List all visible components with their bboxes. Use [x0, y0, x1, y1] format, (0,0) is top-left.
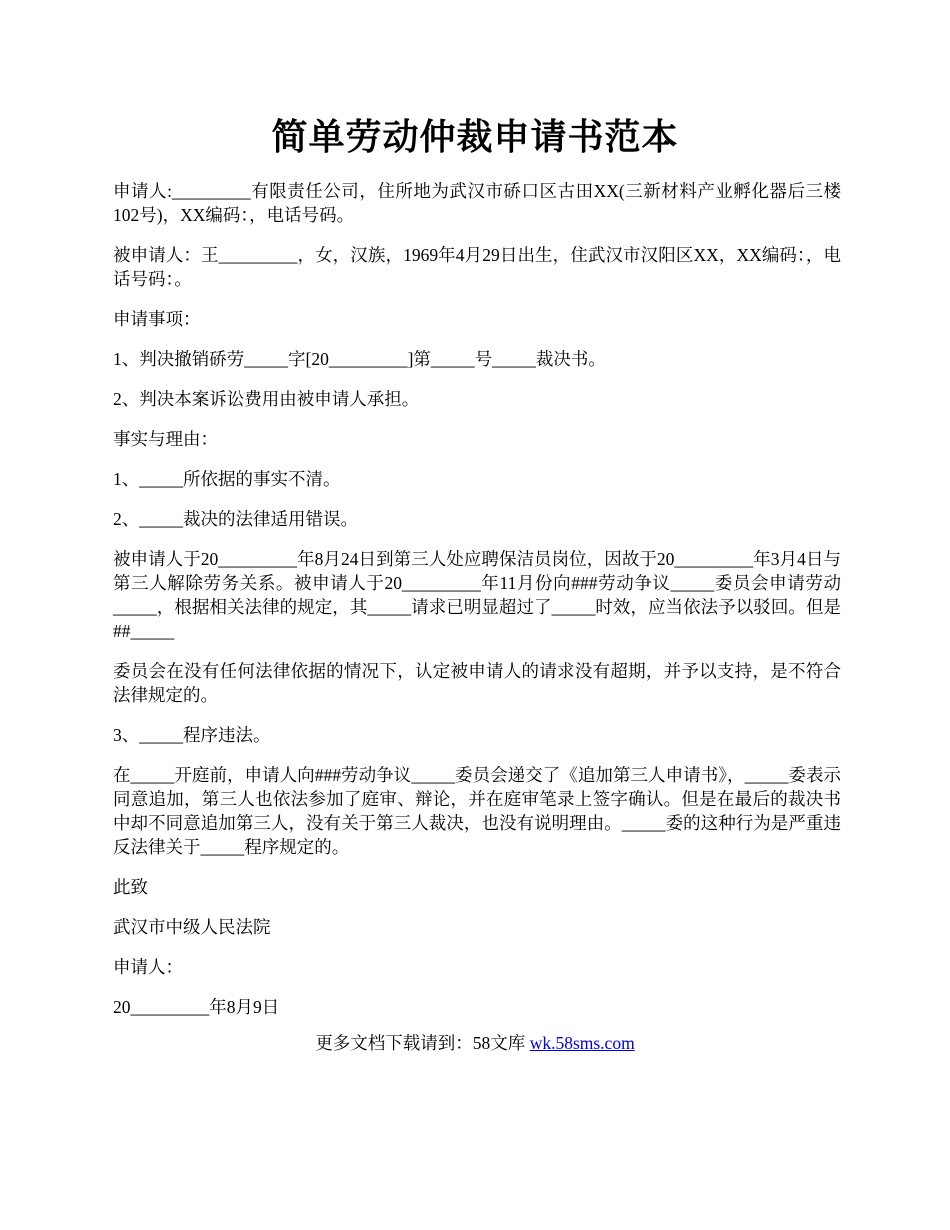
reason-1: 1、_____所依据的事实不清。	[113, 469, 341, 489]
request-item-2: 2、判决本案诉讼费用由被申请人承担。	[113, 389, 420, 409]
footer	[0, 1031, 950, 1055]
facts-reasons-heading: 事实与理由：	[113, 429, 218, 449]
footer-link[interactable]: wk.58sms.com	[529, 1033, 635, 1053]
reason-3: 3、_____程序违法。	[113, 725, 271, 745]
document-body	[113, 179, 841, 1035]
signature-date: 20_________年8月9日	[113, 997, 280, 1017]
applicant-paragraph: 申请人:_________有限责任公司，住所地为武汉市硚口区古田XX(三新材料产业孵化器后三楼102号)，XX编码：，电话号码。	[113, 181, 841, 225]
reason-2-conclusion: 委员会在没有任何法律依据的情况下，认定被申请人的请求没有超期，并予以支持，是不符合法律规定的。	[113, 661, 841, 705]
respondent-paragraph: 被申请人：王_________，女，汉族，1969年4月29日出生，住武汉市汉阳区XX，XX编码：，电话号码：。	[113, 245, 841, 289]
salutation: 此致	[113, 877, 148, 897]
footer-text: 更多文档下载请到：58文库	[315, 1033, 530, 1053]
signature-applicant: 申请人：	[113, 957, 183, 977]
reason-2: 2、_____裁决的法律适用错误。	[113, 509, 358, 529]
document-title: 简单劳动仲裁申请书范本	[271, 117, 679, 157]
reason-3-detail: 在_____开庭前，申请人向###劳动争议_____委员会递交了《追加第三人申请书》，_____委表示同意追加，第三人也依法参加了庭审、辩论，并在庭审笔录上签字确认。但是在最后的裁决书中却不同意追加第三人，没有关于第三人裁决，也没有说明理由。_____委的这种行为是严重违反法律关于_____程序规定的。	[113, 765, 841, 857]
request-item-1: 1、判决撤销硚劳_____字[20_________]第_____号_____裁决书。	[113, 349, 606, 369]
court-name: 武汉市中级人民法院	[113, 917, 271, 937]
reason-2-detail: 被申请人于20_________年8月24日到第三人处应聘保洁员岗位，因故于20_________年3月4日与第三人解除劳务关系。被申请人于20_________年11月份向###劳动争议_____委员会申请劳动_____，根据相关法律的规定，其_____请求已明显超过了_____时效，应当依法予以驳回。但是##_____	[113, 549, 841, 641]
request-items-heading: 申请事项：	[113, 309, 201, 329]
